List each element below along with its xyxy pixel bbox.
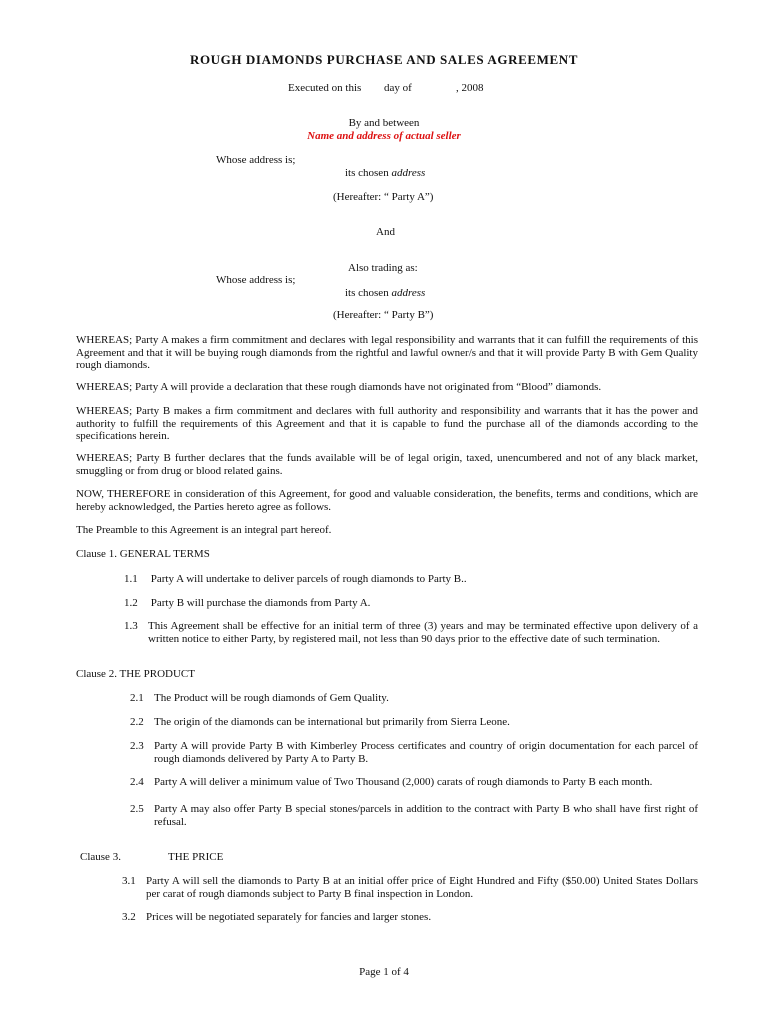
clause-item-text: The Product will be rough diamonds of Gem Quality. bbox=[154, 692, 389, 704]
by-and-between: By and between bbox=[348, 117, 420, 129]
clause-item-number: 1.2 bbox=[124, 597, 138, 609]
whereas-paragraph-4: WHEREAS; Party B further declares that the funds available will be of legal origin, taxed, unencumbered and not of any black market, smuggling or from drug or blood related gains. bbox=[76, 452, 698, 477]
clause-item-text: Party B will purchase the diamonds from Party A. bbox=[150, 597, 371, 609]
clause-item bbox=[130, 740, 698, 765]
page-number-footer: Page 1 of 4 bbox=[359, 966, 409, 978]
clause-item bbox=[130, 692, 698, 705]
document-title: ROUGH DIAMONDS PURCHASE AND SALES AGREEMENT bbox=[189, 52, 579, 67]
clause-2-heading: Clause 2. THE PRODUCT bbox=[76, 668, 195, 680]
party-b-chosen-address bbox=[345, 287, 425, 300]
clause-item bbox=[122, 875, 698, 900]
clause-item-text: Party A will deliver a minimum value of Two Thousand (2,000) carats of rough diamonds to Party B each month. bbox=[154, 776, 653, 788]
clause-3-title: THE PRICE bbox=[168, 851, 224, 863]
clause-item-number: 2.1 bbox=[130, 692, 144, 704]
clause-item-number: 2.3 bbox=[130, 740, 144, 752]
clause-item-number: 3.2 bbox=[122, 911, 136, 923]
clause-item-text: Party A will provide Party B with Kimberley Process certificates and country of origin documentation for each parcel of rough diamonds delivered by Party A to Party B. bbox=[154, 740, 698, 765]
year-label: , 2008 bbox=[456, 82, 484, 94]
day-of-label: day of bbox=[384, 82, 412, 94]
now-therefore-paragraph: NOW, THEREFORE in consideration of this Agreement, for good and valuable consideration, the benefits, terms and conditions, which are hereby acknowledged, the Parties hereto agree as follows. bbox=[76, 488, 698, 513]
executed-on-label: Executed on this bbox=[288, 82, 362, 94]
clause-item-number: 2.2 bbox=[130, 716, 144, 728]
clause-item bbox=[124, 597, 698, 610]
party-a-hereafter: (Hereafter: “ Party A”) bbox=[333, 191, 434, 203]
chosen-italic: address bbox=[391, 167, 426, 179]
clause-item bbox=[130, 776, 698, 789]
party-a-address-label: Whose address is; bbox=[216, 154, 296, 166]
party-b-hereafter: (Hereafter: “ Party B”) bbox=[333, 309, 434, 321]
whereas-paragraph-2: WHEREAS; Party A will provide a declaration that these rough diamonds have not originated from “Blood” diamonds. bbox=[76, 381, 602, 393]
seller-placeholder: Name and address of actual seller bbox=[307, 130, 461, 142]
clause-item-text: Prices will be negotiated separately for fancies and larger stones. bbox=[146, 911, 432, 923]
whereas-paragraph-3: WHEREAS; Party B makes a firm commitment and declares with full authority and responsibility and warrants that it has the power and authority to fulfill the requirements of this Agreement and that it is capable to fund the purchase all of the diamonds according to the specifications herein. bbox=[76, 405, 698, 442]
party-a-chosen-address bbox=[345, 167, 425, 180]
clause-item bbox=[124, 573, 698, 586]
clause-item-text: Party A may also offer Party B special stones/parcels in addition to the contract with Party B who shall have first right of refusal. bbox=[154, 803, 698, 828]
clause-1-heading: Clause 1. GENERAL TERMS bbox=[76, 548, 210, 560]
clause-item-text: The origin of the diamonds can be international but primarily from Sierra Leone. bbox=[154, 716, 510, 728]
preamble-paragraph: The Preamble to this Agreement is an integral part hereof. bbox=[76, 524, 332, 536]
clause-item-text: Party A will undertake to deliver parcels of rough diamonds to Party B.. bbox=[150, 573, 467, 585]
clause-item-text: This Agreement shall be effective for an initial term of three (3) years and may be terminated effective upon delivery of a written notice to either Party, by registered mail, not less than 90 days prior to the effective date of such termination. bbox=[148, 620, 698, 645]
party-b-trading-as: Also trading as: bbox=[348, 262, 418, 274]
chosen-prefix: its chosen bbox=[345, 167, 392, 179]
clause-item-text: Party A will sell the diamonds to Party B at an initial offer price of Eight Hundred and Fifty ($50.00) United States Dollars per carat of rough diamonds subject to Party B final inspection in London. bbox=[146, 875, 698, 900]
party-b-address-label: Whose address is; bbox=[216, 274, 296, 286]
and-label: And bbox=[376, 226, 395, 238]
clause-item-number: 1.3 bbox=[124, 620, 138, 632]
chosen-italic: address bbox=[391, 287, 426, 299]
chosen-prefix: its chosen bbox=[345, 287, 392, 299]
clause-item bbox=[124, 620, 698, 645]
clause-item-number: 2.4 bbox=[130, 776, 144, 788]
clause-item-number: 2.5 bbox=[130, 803, 144, 815]
clause-item-number: 1.1 bbox=[124, 573, 138, 585]
whereas-paragraph-1: WHEREAS; Party A makes a firm commitment and declares with legal responsibility and warrants that it can fulfill the requirements of this Agreement and that it will be buying rough diamonds from the rightful and lawful owner/s and that it will provide Party B with Gem Quality rough diamonds. bbox=[76, 334, 698, 371]
clause-item bbox=[122, 911, 698, 924]
clause-item bbox=[130, 716, 698, 729]
clause-item-number: 3.1 bbox=[122, 875, 136, 887]
clause-3-label: Clause 3. bbox=[80, 851, 121, 863]
clause-item bbox=[130, 803, 698, 828]
